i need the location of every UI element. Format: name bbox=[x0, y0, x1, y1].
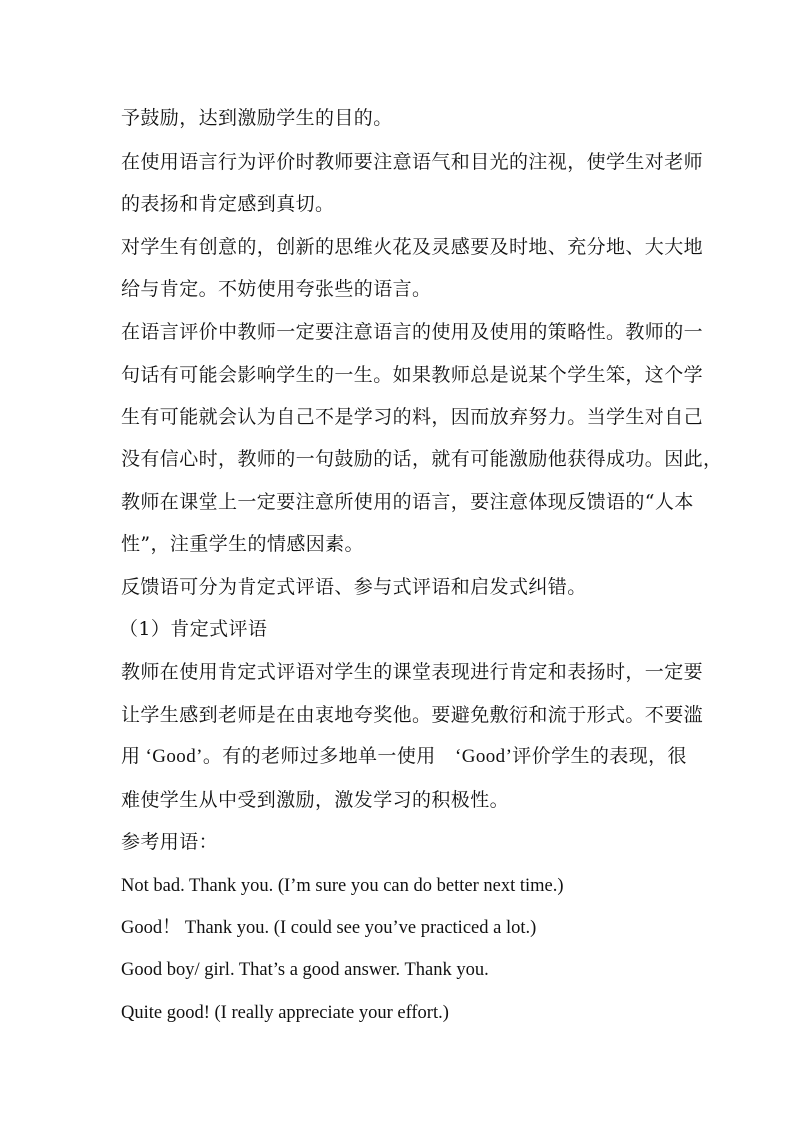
example-phrase: Quite good! (I really appreciate your effort.) bbox=[121, 1003, 449, 1023]
paragraph-line: 在语言评价中教师一定要注意语言的使用及使用的策略性。教师的一 bbox=[121, 321, 704, 343]
paragraph-line: 的表扬和肯定感到真切。 bbox=[121, 193, 335, 215]
paragraph-line: 教师在使用肯定式评语对学生的课堂表现进行肯定和表扬时，一定要 bbox=[121, 661, 704, 683]
paragraph-line: 对学生有创意的，创新的思维火花及灵感要及时地、充分地、大大地 bbox=[121, 236, 704, 258]
section-heading: （1）肯定式评语 bbox=[119, 618, 268, 640]
paragraph-line: 让学生感到老师是在由衷地夸奖他。要避免敷衍和流于形式。不要滥 bbox=[121, 704, 704, 726]
paragraph-line: 教师在课堂上一定要注意所使用的语言，要注意体现反馈语的“人本 bbox=[121, 491, 694, 513]
paragraph-line: 给与肯定。不妨使用夸张些的语言。 bbox=[121, 278, 432, 300]
example-phrase: Good！ Thank you. (I could see you’ve practiced a lot.) bbox=[121, 918, 537, 938]
paragraph-line: 反馈语可分为肯定式评语、参与式评语和启发式纠错。 bbox=[121, 576, 587, 598]
paragraph-line: 予鼓励，达到激励学生的目的。 bbox=[121, 107, 393, 129]
paragraph-line: 句话有可能会影响学生的一生。如果教师总是说某个学生笨，这个学 bbox=[121, 364, 704, 386]
paragraph-line: 在使用语言行为评价时教师要注意语气和目光的注视，使学生对老师 bbox=[121, 151, 704, 173]
reference-heading: 参考用语： bbox=[121, 831, 219, 853]
paragraph-line: 性”，注重学生的情感因素。 bbox=[121, 533, 364, 555]
paragraph-line: 没有信心时，教师的一句鼓励的话，就有可能激励他获得成功。因此， bbox=[121, 448, 723, 470]
paragraph-line: 用 ‘Good’。有的老师过多地单一使用 ‘Good’评价学生的表现，很 bbox=[121, 746, 687, 767]
paragraph-line: 生有可能就会认为自己不是学习的料，因而放弃努力。当学生对自己 bbox=[121, 406, 704, 428]
example-phrase: Good boy/ girl. That’s a good answer. Thank you. bbox=[121, 960, 489, 980]
paragraph-line: 难使学生从中受到激励，激发学习的积极性。 bbox=[121, 789, 510, 811]
example-phrase: Not bad. Thank you. (I’m sure you can do better next time.) bbox=[121, 876, 564, 896]
